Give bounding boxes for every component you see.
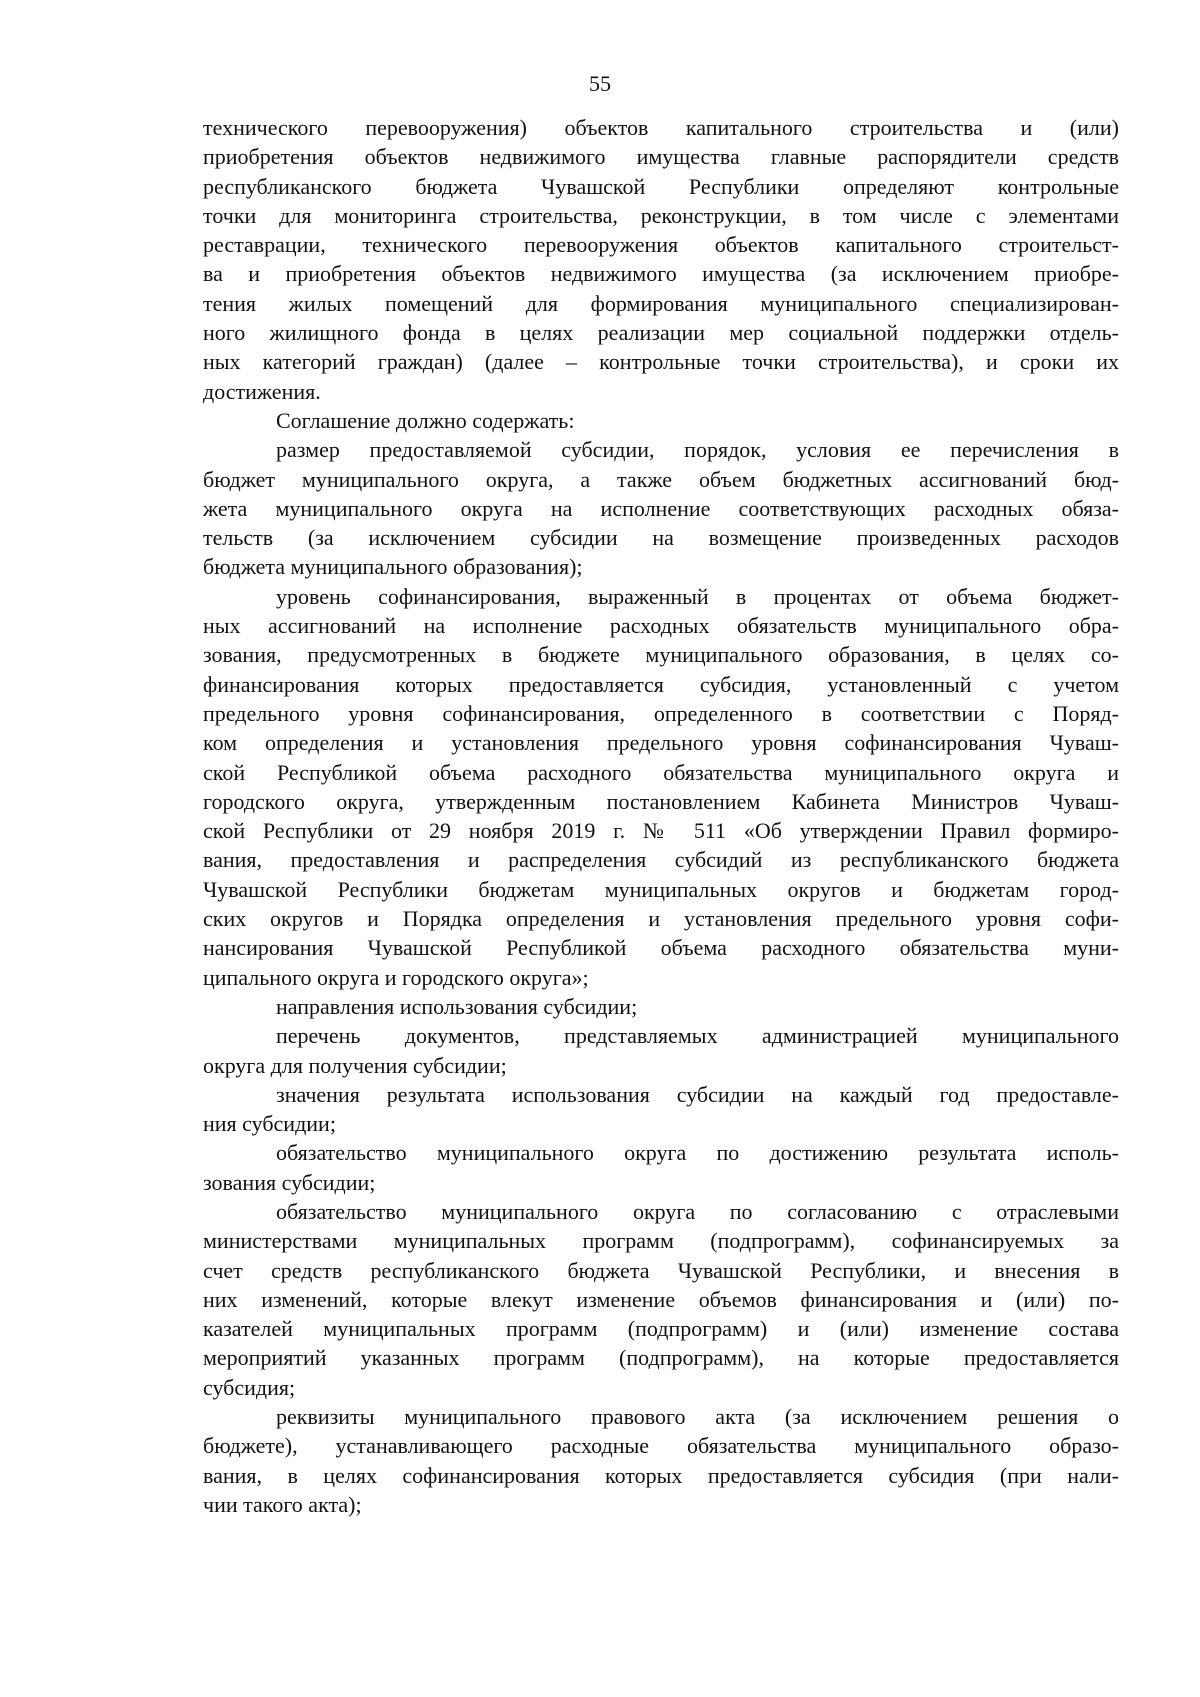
paragraph-line: бюджете), устанавливающего расходные обязательства муниципального образо- bbox=[203, 1433, 1119, 1459]
paragraph-line: ципального округа и городского округа»; bbox=[203, 964, 589, 990]
paragraph-line: округа для получения субсидии; bbox=[203, 1052, 507, 1078]
paragraph-line: счет средств республиканского бюджета Чувашской Республики, и внесения в bbox=[203, 1257, 1119, 1283]
paragraph-line: городского округа, утвержденным постановлением Кабинета Министров Чуваш- bbox=[203, 788, 1119, 814]
paragraph-line: них изменений, которые влекут изменение объемов финансирования и (или) по- bbox=[203, 1286, 1119, 1312]
paragraph-line: бюджета муниципального образования); bbox=[203, 554, 583, 580]
paragraph-line: финансирования которых предоставляется субсидия, установленный с учетом bbox=[203, 671, 1119, 697]
paragraph-line: реставрации, технического перевооружения объектов капитального строительст- bbox=[203, 232, 1119, 258]
paragraph-line: зования, предусмотренных в бюджете муниципального образования, в целях со- bbox=[203, 642, 1119, 668]
paragraph-line: ния субсидии; bbox=[203, 1111, 336, 1137]
body-text bbox=[203, 113, 1119, 1519]
paragraph-first-line: обязательство муниципального округа по достижению результата исполь- bbox=[276, 1140, 1119, 1166]
paragraph-line: субсидия; bbox=[203, 1374, 296, 1400]
paragraph-first-line: Соглашение должно содержать: bbox=[276, 407, 575, 433]
paragraph-line: Чувашской Республики бюджетам муниципальных округов и бюджетам город- bbox=[203, 876, 1119, 902]
paragraph-line: ва и приобретения объектов недвижимого имущества (за исключением приобре- bbox=[203, 261, 1119, 287]
paragraph-line: ком определения и установления предельного уровня софинансирования Чуваш- bbox=[203, 730, 1119, 756]
paragraph-line: жета муниципального округа на исполнение соответствующих расходных обяза- bbox=[203, 495, 1119, 521]
paragraph-line: тения жилых помещений для формирования муниципального специализирован- bbox=[203, 290, 1119, 316]
paragraph-line: министерствами муниципальных программ (подпрограмм), софинансируемых за bbox=[203, 1228, 1119, 1254]
paragraph-line: вания, в целях софинансирования которых предоставляется субсидия (при нали- bbox=[203, 1462, 1119, 1488]
paragraph-first-line: реквизиты муниципального правового акта (за исключением решения о bbox=[276, 1404, 1119, 1430]
paragraph-line: ных категорий граждан) (далее – контрольные точки строительства), и сроки их bbox=[203, 349, 1119, 375]
paragraph-line: мероприятий указанных программ (подпрограмм), на которые предоставляется bbox=[203, 1345, 1119, 1371]
paragraph-line: ских округов и Порядка определения и установления предельного уровня софи- bbox=[203, 906, 1119, 932]
paragraph-first-line: обязательство муниципального округа по согласованию с отраслевыми bbox=[276, 1198, 1119, 1224]
paragraph-line: республиканского бюджета Чувашской Республики определяют контрольные bbox=[203, 173, 1119, 199]
paragraph-line: чии такого акта); bbox=[203, 1491, 362, 1517]
paragraph-line: казателей муниципальных программ (подпрограмм) и (или) изменение состава bbox=[203, 1316, 1119, 1342]
paragraph-line: предельного уровня софинансирования, определенного в соответствии с Поряд- bbox=[203, 700, 1119, 726]
paragraph-first-line: технического перевооружения) объектов капитального строительства и (или) bbox=[203, 115, 1119, 140]
paragraph-first-line: направления использования субсидии; bbox=[276, 993, 638, 1019]
paragraph-line: приобретения объектов недвижимого имущества главные распорядители средств bbox=[203, 144, 1119, 170]
paragraph-line: бюджет муниципального округа, а также объем бюджетных ассигнований бюд- bbox=[203, 466, 1119, 492]
paragraph-line: точки для мониторинга строительства, реконструкции, в том числе с элементами bbox=[203, 202, 1119, 228]
paragraph-line: нансирования Чувашской Республикой объема расходного обязательства муни- bbox=[203, 935, 1119, 961]
paragraph-first-line: перечень документов, представляемых администрацией муниципального bbox=[276, 1023, 1119, 1049]
paragraph-first-line: размер предоставляемой субсидии, порядок, условия ее перечисления в bbox=[276, 437, 1119, 463]
page-number: 55 bbox=[589, 71, 611, 96]
paragraph-line: тельств (за исключением субсидии на возмещение произведенных расходов bbox=[203, 525, 1119, 551]
paragraph-line: зования субсидии; bbox=[203, 1169, 376, 1195]
paragraph-line: вания, предоставления и распределения субсидий из республиканского бюджета bbox=[203, 847, 1119, 873]
paragraph-line: ской Республики от 29 ноября 2019 г. № 511 «Об утверждении Правил формиро- bbox=[203, 818, 1119, 844]
paragraph-line: ных ассигнований на исполнение расходных обязательств муниципального обра- bbox=[203, 613, 1119, 639]
paragraph-first-line: уровень софинансирования, выраженный в процентах от объема бюджет- bbox=[276, 583, 1119, 609]
paragraph-line: достижения. bbox=[203, 378, 321, 404]
paragraph-line: ской Республикой объема расходного обязательства муниципального округа и bbox=[203, 759, 1119, 785]
paragraph-first-line: значения результата использования субсидии на каждый год предоставле- bbox=[276, 1081, 1119, 1107]
paragraph-line: ного жилищного фонда в целях реализации мер социальной поддержки отдель- bbox=[203, 320, 1119, 346]
